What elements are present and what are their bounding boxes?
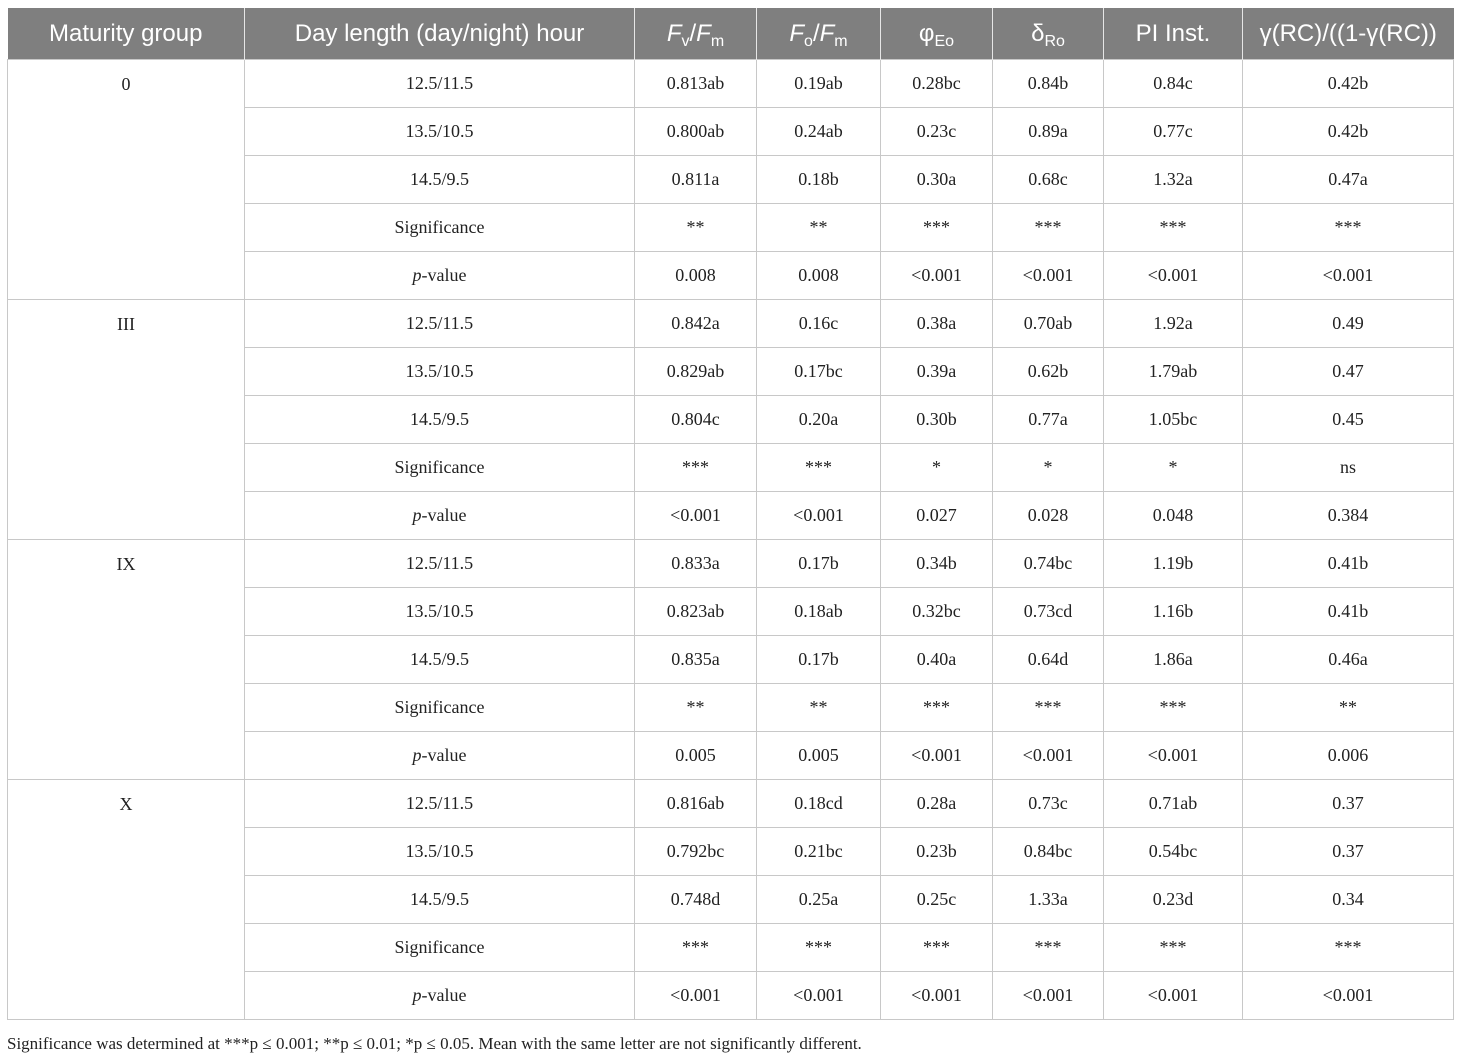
header-fv-fm: $F_v/F_m$ — [635, 8, 757, 60]
value-cell-pi: 0.71ab — [1104, 780, 1243, 828]
value-cell-fofm: 0.20a — [757, 396, 881, 444]
day-length-cell: 12.5/11.5 — [245, 300, 635, 348]
header-fo-fm: $F_o/F_m$ — [757, 8, 881, 60]
value-cell-phi: 0.38a — [881, 300, 993, 348]
table-row — [8, 60, 1454, 108]
value-cell-fvfm: 0.800ab — [635, 108, 757, 156]
value-cell-pi: 0.23d — [1104, 876, 1243, 924]
header-gamma-rc: γ(RC)/((1-γ(RC)) — [1243, 8, 1454, 60]
value-cell-gamma: *** — [1243, 204, 1454, 252]
significance-label-cell: Significance — [245, 924, 635, 972]
value-cell-delta: 0.84b — [993, 60, 1104, 108]
pvalue-cell-fvfm: 0.005 — [635, 732, 757, 780]
value-cell-gamma: 0.47 — [1243, 348, 1454, 396]
pvalue-cell-fvfm: 0.008 — [635, 252, 757, 300]
pvalue-cell-phi: 0.027 — [881, 492, 993, 540]
value-cell-fvfm: 0.829ab — [635, 348, 757, 396]
value-cell-fvfm: 0.835a — [635, 636, 757, 684]
pvalue-cell-phi: <0.001 — [881, 252, 993, 300]
value-cell-phi: 0.34b — [881, 540, 993, 588]
value-cell-gamma: 0.46a — [1243, 636, 1454, 684]
value-cell-delta: 1.33a — [993, 876, 1104, 924]
value-cell-fofm: 0.17bc — [757, 348, 881, 396]
value-cell-pi: 1.86a — [1104, 636, 1243, 684]
value-cell-delta: 0.73c — [993, 780, 1104, 828]
value-cell-phi: *** — [881, 684, 993, 732]
value-cell-delta: *** — [993, 684, 1104, 732]
value-cell-gamma: 0.37 — [1243, 828, 1454, 876]
value-cell-fvfm: 0.811a — [635, 156, 757, 204]
pvalue-cell-pi: <0.001 — [1104, 252, 1243, 300]
pvalue-cell-fofm: 0.005 — [757, 732, 881, 780]
header-maturity-group: Maturity group — [8, 8, 245, 60]
value-cell-fvfm: *** — [635, 444, 757, 492]
value-cell-gamma: 0.37 — [1243, 780, 1454, 828]
header-row — [8, 8, 1454, 60]
value-cell-delta: *** — [993, 924, 1104, 972]
data-table — [7, 8, 1454, 1020]
value-cell-pi: *** — [1104, 924, 1243, 972]
value-cell-phi: 0.40a — [881, 636, 993, 684]
value-cell-pi: 1.32a — [1104, 156, 1243, 204]
header-phi-eo: $\varphi_{Eo}$ — [881, 8, 993, 60]
pvalue-cell-fofm: <0.001 — [757, 492, 881, 540]
value-cell-phi: 0.28bc — [881, 60, 993, 108]
pvalue-cell-pi: <0.001 — [1104, 972, 1243, 1020]
maturity-group-cell: III — [8, 300, 245, 540]
value-cell-phi: 0.32bc — [881, 588, 993, 636]
value-cell-gamma: 0.47a — [1243, 156, 1454, 204]
value-cell-delta: 0.68c — [993, 156, 1104, 204]
value-cell-delta: * — [993, 444, 1104, 492]
pvalue-label-cell: p-value — [245, 972, 635, 1020]
value-cell-fofm: 0.19ab — [757, 60, 881, 108]
pvalue-cell-fofm: <0.001 — [757, 972, 881, 1020]
day-length-cell: 14.5/9.5 — [245, 156, 635, 204]
pvalue-cell-gamma: 0.006 — [1243, 732, 1454, 780]
value-cell-pi: * — [1104, 444, 1243, 492]
pvalue-cell-delta: <0.001 — [993, 972, 1104, 1020]
significance-label-cell: Significance — [245, 684, 635, 732]
day-length-cell: 13.5/10.5 — [245, 108, 635, 156]
value-cell-gamma: 0.42b — [1243, 60, 1454, 108]
value-cell-delta: 0.77a — [993, 396, 1104, 444]
pvalue-label-cell: p-value — [245, 252, 635, 300]
value-cell-fofm: 0.18ab — [757, 588, 881, 636]
value-cell-fofm: ** — [757, 204, 881, 252]
pvalue-cell-delta: <0.001 — [993, 252, 1104, 300]
day-length-cell: 12.5/11.5 — [245, 60, 635, 108]
pvalue-cell-fofm: 0.008 — [757, 252, 881, 300]
pvalue-cell-fvfm: <0.001 — [635, 492, 757, 540]
value-cell-fvfm: 0.842a — [635, 300, 757, 348]
value-cell-pi: *** — [1104, 204, 1243, 252]
table-container — [7, 8, 1453, 1020]
value-cell-gamma: 0.45 — [1243, 396, 1454, 444]
pvalue-cell-gamma: <0.001 — [1243, 252, 1454, 300]
value-cell-fvfm: 0.792bc — [635, 828, 757, 876]
table-row — [8, 780, 1454, 828]
value-cell-delta: 0.84bc — [993, 828, 1104, 876]
value-cell-gamma: 0.34 — [1243, 876, 1454, 924]
value-cell-delta: 0.74bc — [993, 540, 1104, 588]
value-cell-fofm: *** — [757, 444, 881, 492]
value-cell-fvfm: 0.804c — [635, 396, 757, 444]
value-cell-pi: 1.19b — [1104, 540, 1243, 588]
value-cell-phi: *** — [881, 204, 993, 252]
table-row — [8, 300, 1454, 348]
value-cell-fofm: 0.21bc — [757, 828, 881, 876]
day-length-cell: 13.5/10.5 — [245, 828, 635, 876]
value-cell-gamma: 0.42b — [1243, 108, 1454, 156]
value-cell-phi: 0.30a — [881, 156, 993, 204]
day-length-cell: 12.5/11.5 — [245, 780, 635, 828]
maturity-group-cell: IX — [8, 540, 245, 780]
value-cell-delta: 0.62b — [993, 348, 1104, 396]
header-pi-inst: PI Inst. — [1104, 8, 1243, 60]
value-cell-pi: 1.79ab — [1104, 348, 1243, 396]
value-cell-gamma: ** — [1243, 684, 1454, 732]
table-body — [8, 60, 1454, 1020]
value-cell-fvfm: ** — [635, 684, 757, 732]
value-cell-fvfm: 0.823ab — [635, 588, 757, 636]
header-day-length: Day length (day/night) hour — [245, 8, 635, 60]
value-cell-fofm: ** — [757, 684, 881, 732]
value-cell-pi: *** — [1104, 684, 1243, 732]
value-cell-fvfm: 0.813ab — [635, 60, 757, 108]
value-cell-phi: 0.25c — [881, 876, 993, 924]
value-cell-phi: 0.30b — [881, 396, 993, 444]
value-cell-fvfm: ** — [635, 204, 757, 252]
value-cell-gamma: 0.49 — [1243, 300, 1454, 348]
value-cell-fofm: 0.18cd — [757, 780, 881, 828]
value-cell-pi: 0.54bc — [1104, 828, 1243, 876]
value-cell-phi: 0.23c — [881, 108, 993, 156]
value-cell-fofm: 0.17b — [757, 636, 881, 684]
value-cell-delta: *** — [993, 204, 1104, 252]
day-length-cell: 13.5/10.5 — [245, 588, 635, 636]
pvalue-cell-gamma: 0.384 — [1243, 492, 1454, 540]
pvalue-label-cell: p-value — [245, 732, 635, 780]
value-cell-delta: 0.89a — [993, 108, 1104, 156]
value-cell-gamma: 0.41b — [1243, 588, 1454, 636]
value-cell-phi: 0.39a — [881, 348, 993, 396]
value-cell-delta: 0.64d — [993, 636, 1104, 684]
footnote: Significance was determined at ***p ≤ 0.001; **p ≤ 0.01; *p ≤ 0.05. Mean with the same letter are not significantly different. — [7, 1034, 862, 1053]
header-delta-ro: $\delta_{Ro}$ — [993, 8, 1104, 60]
day-length-cell: 12.5/11.5 — [245, 540, 635, 588]
value-cell-gamma: 0.41b — [1243, 540, 1454, 588]
value-cell-fofm: 0.17b — [757, 540, 881, 588]
pvalue-cell-delta: <0.001 — [993, 732, 1104, 780]
value-cell-fofm: 0.18b — [757, 156, 881, 204]
pvalue-cell-phi: <0.001 — [881, 972, 993, 1020]
maturity-group-cell: X — [8, 780, 245, 1020]
value-cell-fvfm: 0.833a — [635, 540, 757, 588]
value-cell-fvfm: 0.816ab — [635, 780, 757, 828]
day-length-cell: 13.5/10.5 — [245, 348, 635, 396]
pvalue-cell-fvfm: <0.001 — [635, 972, 757, 1020]
day-length-cell: 14.5/9.5 — [245, 396, 635, 444]
day-length-cell: 14.5/9.5 — [245, 636, 635, 684]
value-cell-fofm: 0.16c — [757, 300, 881, 348]
value-cell-pi: 0.84c — [1104, 60, 1243, 108]
value-cell-pi: 1.16b — [1104, 588, 1243, 636]
table-row — [8, 540, 1454, 588]
value-cell-delta: 0.73cd — [993, 588, 1104, 636]
value-cell-phi: * — [881, 444, 993, 492]
pvalue-cell-pi: 0.048 — [1104, 492, 1243, 540]
value-cell-fofm: *** — [757, 924, 881, 972]
value-cell-phi: 0.28a — [881, 780, 993, 828]
maturity-group-cell: 0 — [8, 60, 245, 300]
day-length-cell: 14.5/9.5 — [245, 876, 635, 924]
value-cell-pi: 1.05bc — [1104, 396, 1243, 444]
value-cell-phi: *** — [881, 924, 993, 972]
pvalue-cell-phi: <0.001 — [881, 732, 993, 780]
value-cell-delta: 0.70ab — [993, 300, 1104, 348]
value-cell-pi: 0.77c — [1104, 108, 1243, 156]
pvalue-cell-delta: 0.028 — [993, 492, 1104, 540]
pvalue-cell-gamma: <0.001 — [1243, 972, 1454, 1020]
value-cell-gamma: *** — [1243, 924, 1454, 972]
value-cell-gamma: ns — [1243, 444, 1454, 492]
pvalue-cell-pi: <0.001 — [1104, 732, 1243, 780]
value-cell-phi: 0.23b — [881, 828, 993, 876]
value-cell-fvfm: *** — [635, 924, 757, 972]
pvalue-label-cell: p-value — [245, 492, 635, 540]
value-cell-pi: 1.92a — [1104, 300, 1243, 348]
value-cell-fofm: 0.25a — [757, 876, 881, 924]
significance-label-cell: Significance — [245, 204, 635, 252]
value-cell-fofm: 0.24ab — [757, 108, 881, 156]
significance-label-cell: Significance — [245, 444, 635, 492]
value-cell-fvfm: 0.748d — [635, 876, 757, 924]
